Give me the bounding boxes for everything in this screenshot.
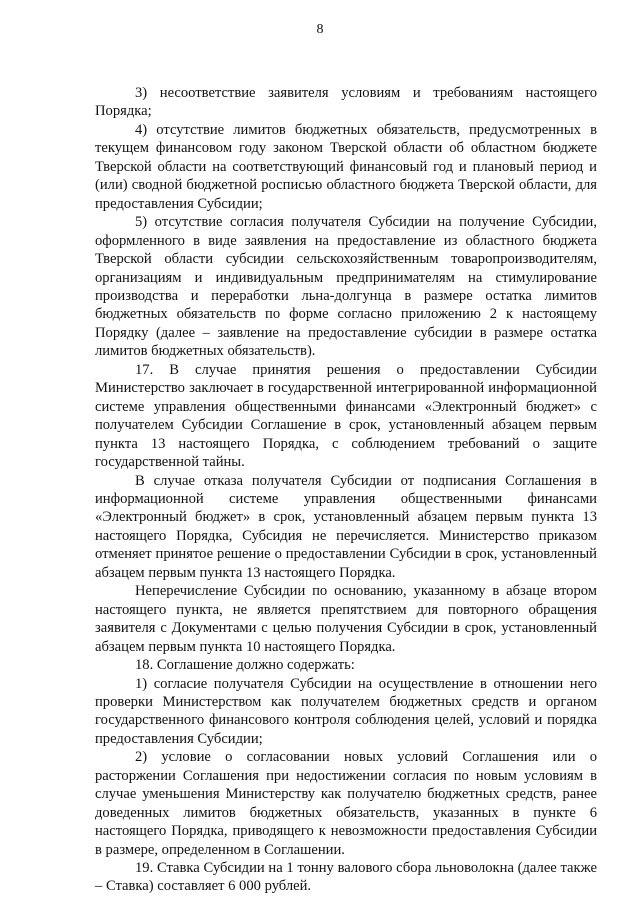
- paragraph-clause-18: 18. Соглашение должно содержать:: [135, 657, 355, 674]
- paragraph-item-3: 3) несоответствие заявителя условиям и требованиям настоящего Порядка;: [95, 85, 597, 120]
- paragraph-item-1: 1) согласие получателя Субсидии на осуществление в отношении него проверки Министерством как получателем бюджетных средств и органом государственного финансового контроля соблюдения целей, условий и порядка предоставления Субсидии;: [95, 675, 597, 747]
- paragraph-item-5: 5) отсутствие согласия получателя Субсидии на получение Субсидии, оформленного в виде заявления на предоставление из областного бюджета Тверской области субсидии сельскохозяйственным товаропроизводителям, организациям и индивидуальным предпринимателям на стимулирование производства и переработки льна-долгунца в размере остатка лимитов бюджетных обязательств по форме согласно приложению 2 к настоящему Порядку (далее – заявление на предоставление субсидии в размере остатка лимитов бюджетных обязательств).: [95, 214, 597, 360]
- paragraph-non-transfer: Неперечисление Субсидии по основанию, указанному в абзаце втором настоящего пункта, не является препятствием для повторного обращения заявителя с Документами с целью получения Субсидии в срок, установленный абзацем первым пункта 10 настоящего Порядка.: [95, 583, 597, 655]
- paragraph-item-2: 2) условие о согласовании новых условий Соглашения или о расторжении Соглашения при недостижении согласия по новым условиям в случае уменьшения Министерству как получателю бюджетных средств, ранее доведенных лимитов бюджетных обязательств, указанных в пункте 6 настоящего Порядка, приводящего к невозможности предоставления Субсидии в размере, определенном в Соглашении.: [95, 749, 597, 858]
- paragraph-refusal: В случае отказа получателя Субсидии от подписания Соглашения в информационной системе управления общественными финансами «Электронный бюджет» в срок, установленный абзацем первым пункта 13 настоящего Порядка, Субсидия не перечисляется. Министерство приказом отменяет принятое решение о предоставлении Субсидии в срок, установленный абзацем первым пункта 13 настоящего Порядка.: [95, 472, 597, 581]
- paragraph-clause-17: 17. В случае принятия решения о предоставлении Субсидии Министерство заключает в государственной интегрированной информационной системе управления общественными финансами «Электронный бюджет» с получателем Субсидии Соглашение в срок, установленный абзацем первым пункта 13 настоящего Порядка, с соблюдением требований о защите государственной тайны.: [95, 361, 597, 471]
- paragraph-item-4: 4) отсутствие лимитов бюджетных обязательств, предусмотренных в текущем финансовом году законом Тверской области об областном бюджете Тверской области на соответствующий финансовый год и плановый период и (или) сводной бюджетной росписью областного бюджета Тверской области, для предоставления Субсидии;: [95, 121, 597, 212]
- page-number: 8: [316, 22, 324, 37]
- paragraph-clause-19: 19. Ставка Субсидии на 1 тонну валового сбора льноволокна (далее также – Ставка) составляет 6 000 рублей.: [95, 860, 597, 895]
- document-body: [95, 84, 597, 896]
